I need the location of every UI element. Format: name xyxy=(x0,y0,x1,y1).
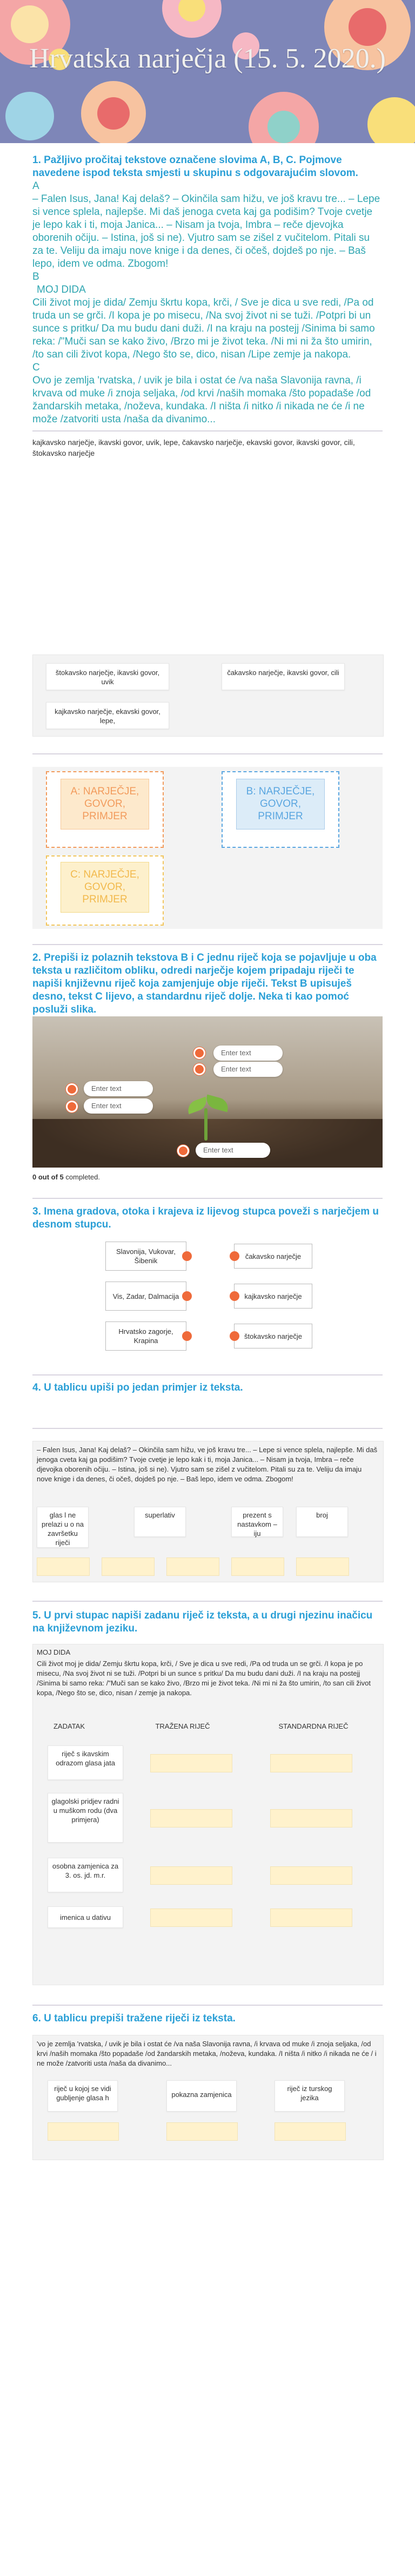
task-5-title: 5. U prvi stupac napiši zadanu riječ iz teksta, a u drugi njezinu inačicu na književnom jeziku. xyxy=(32,1610,373,1634)
table-header: glas l ne prelazi u o na završetku riječi xyxy=(37,1507,89,1548)
table-header: riječ u kojoj se vidi gubljenje glasa h xyxy=(48,2080,118,2112)
task-row-label: riječ s ikavskim odrazom glasa jata xyxy=(48,1745,123,1780)
bin-b[interactable] xyxy=(222,771,339,848)
task-2 xyxy=(32,952,383,1016)
task-5 xyxy=(32,1609,383,1635)
table-header: riječ iz turskog jezika xyxy=(275,2080,345,2112)
task-row-label: imenica u dativu xyxy=(48,1906,123,1928)
match-left-1[interactable]: Slavonija, Vukovar, Šibenik xyxy=(105,1242,186,1271)
task-5-text: Cili život moj je dida/ Zemju škrtu kopa, krči, / Sve je dica u sve redi, /Pa od truda un se grči. /I kopa je po misecu, /Na svoj život ni se tuži. /Potpri bi un sunce s pritku/ Da mu budu dani duži. /I na kraju na postejj /Sinima bi samo reka: /"Muči san se kako živo, /Brzo mi je život teka. /Ni mi ni ža što umirin, /to san cili život kopa, /Nego što se, dico, nisan / zemje ja nakopa. xyxy=(37,1660,371,1697)
table-header: ZADATAK xyxy=(53,1722,85,1730)
drop-zone[interactable] xyxy=(270,1866,352,1885)
drop-zone[interactable] xyxy=(48,2122,119,2141)
divider xyxy=(32,1601,383,1602)
match-handle[interactable] xyxy=(182,1251,192,1261)
match-left-3[interactable]: Hrvatsko zagorje, Krapina xyxy=(105,1321,186,1351)
text-a: – Falen Isus, Jana! Kaj delaš? – Okinčila sam hižu, ve još kravu tre... – Lepe si vence splela, najlepše. Mi daš jenoga cveta kaj ga podišim? Tvoje cvetje je lepo kak i ti, moja Janica... – Nisam ja tvoja, Imbra – reče djevojka oborenih očiju. – Istina, još si ne). Vjutro sam se zišel z vučitelom. Pitali su za te. Veliju da imaju nove knige i da denes, či očeš, dojdeš po nje. – Baš lepo, idem ve odma. Zbogom! xyxy=(32,193,380,269)
table-header: superlativ xyxy=(134,1507,186,1537)
match-right-2[interactable]: kajkavsko narječje xyxy=(234,1284,312,1309)
decor-circle xyxy=(367,97,415,143)
hotspot-dot[interactable] xyxy=(193,1063,205,1075)
drop-zone[interactable] xyxy=(37,1557,90,1576)
divider xyxy=(32,753,383,754)
text-c-input-2[interactable]: Enter text xyxy=(84,1098,153,1114)
task-2-title: 2. Prepiši iz polaznih tekstova B i C jednu riječ koja se pojavljuje u oba teksta u različitom obliku, odredi narječje kojem pripadaju riječi te napiši književnu riječ koja zamjenjuje obje riječi. Tekst B upisuješ desno, tekst C lijevo, a standardnu riječ dolje. Neka ti kao pomoć posluži slika. xyxy=(32,952,377,1015)
table-header: prezent s nastavkom – iju xyxy=(231,1507,283,1537)
drop-zone[interactable] xyxy=(275,2122,346,2141)
task-4-text: – Falen Isus, Jana! Kaj delaš? – Okinčila sam hižu, ve još kravu tre... – Lepe si vence splela, najlepše. Mi daš jenoga cveta kaj ga podišim? Tvoje cvetje je lepo kak i ti, moja Janica... – Nisam ja tvoja, Imbra – reče djevojka oborenih očiju. – Istina, još si ne). Vjutro sam se zišel z vučitelom. Pitali su za te. Veliju da imaju nove knige i da denes, či očeš, dojdeš po nje. – Baš lepo, idem ve odma. Zbogom! xyxy=(37,1446,378,1483)
text-c-input-1[interactable]: Enter text xyxy=(84,1081,153,1096)
table-header: TRAŽENA RIJEČ xyxy=(155,1722,210,1730)
drop-zone[interactable] xyxy=(102,1557,155,1576)
task-6-text: 'vo je zemlja 'rvatska, / uvik je bila i ostat će /va naša Slavonija ravna, /i krvava od muke /i znoja seljaka, /od krvi /naših momaka /što popadaše /od žandarskih metaka, /noževa, kundaka. /I ništa /i nitko /i nikada ne će / i ne može /zatvoriti usta /naša da divanimo... xyxy=(37,2040,377,2067)
drop-zone[interactable] xyxy=(150,1866,232,1885)
decor-circle xyxy=(349,8,386,46)
drop-zone[interactable] xyxy=(150,1754,232,1772)
drop-zone[interactable] xyxy=(270,1809,352,1828)
drop-zone[interactable] xyxy=(166,2122,238,2141)
header-banner xyxy=(0,0,415,143)
terms-line: kajkavsko narječje, ikavski govor, uvik, lepe, čakavsko narječje, ekavski govor, ikavski govor, cili, štokavsko narječje xyxy=(32,438,355,457)
bin-a-label: A: NARJEČJE, GOVOR, PRIMJER xyxy=(70,786,139,822)
score-suffix: completed. xyxy=(63,1173,100,1181)
divider xyxy=(32,1428,383,1429)
term-card[interactable]: kajkavsko narječje, ekavski govor, lepe, xyxy=(46,702,169,729)
text-b-input-2[interactable]: Enter text xyxy=(213,1062,283,1077)
label-a: A xyxy=(32,180,39,192)
text-b-input-1[interactable]: Enter text xyxy=(213,1046,283,1061)
decor-circle xyxy=(97,97,130,130)
sprout-leaf xyxy=(204,1095,230,1112)
text-c: Ovo je zemlja 'rvatska, / uvik je bila i ostat će /va naša Slavonija ravna, /i krvava od muke /i znoja seljaka, /od krvi /naših momaka /što popadaše /od žandarskih metaka, /noževa, kundaka. /I ništa /i nitko /i nikada ne će /i ne može /zatvoriti usta /naša da divanimo... xyxy=(32,375,371,425)
table-header: pokazna zamjenica xyxy=(166,2080,237,2112)
hotspot-dot[interactable] xyxy=(66,1083,78,1095)
match-handle[interactable] xyxy=(182,1331,192,1341)
label-c: C xyxy=(32,362,40,373)
drop-zone[interactable] xyxy=(166,1557,219,1576)
task-5-subtitle: MOJ DIDA xyxy=(37,1648,71,1656)
drop-zone[interactable] xyxy=(270,1909,352,1927)
task-1 xyxy=(32,154,383,458)
text-b: Cili život moj je dida/ Zemju škrtu kopa, krči, / Sve je dica u sve redi, /Pa od truda un se grči. /I kopa je po misecu, /Na svoj život ni se tuži. /Potpri bi un sunce s pritku/ Da mu budu dani duži. /I na kraju na postejj /Sinima bi samo reka: /"Muči san se kako živo, /Brzo mi je život teka. /Ni mi ni ža što umirin, /to san cili život kopa, /Nego što se, dico, nisan /Lipe zemje ja nakopa. xyxy=(32,297,375,360)
term-card[interactable]: štokavsko narječje, ikavski govor, uvik xyxy=(46,663,169,690)
task-6 xyxy=(32,2012,383,2025)
drop-zone[interactable] xyxy=(270,1754,352,1772)
divider xyxy=(32,944,383,945)
match-right-1[interactable]: čakavsko narječje xyxy=(234,1244,312,1269)
hotspot-dot[interactable] xyxy=(66,1101,78,1112)
match-handle[interactable] xyxy=(230,1331,239,1341)
task-row-label: osobna zamjenica za 3. os. jd. m.r. xyxy=(48,1858,123,1892)
task-4 xyxy=(32,1381,383,1394)
table-header: broj xyxy=(296,1507,348,1537)
task-3-title: 3. Imena gradova, otoka i krajeva iz lijevog stupca poveži s narječjem u desnom stupcu. xyxy=(32,1206,379,1230)
standard-input[interactable]: Enter text xyxy=(196,1143,270,1158)
task-row-label: glagolski pridjev radni u muškom rodu (dva primjera) xyxy=(48,1793,123,1843)
match-right-3[interactable]: štokavsko narječje xyxy=(234,1324,312,1348)
bin-b-label: B: NARJEČJE, GOVOR, PRIMJER xyxy=(246,786,315,822)
decor-circle xyxy=(5,92,54,140)
divider xyxy=(32,2005,383,2006)
divider xyxy=(32,1198,383,1199)
drop-zone[interactable] xyxy=(231,1557,284,1576)
sprout-stem xyxy=(204,1108,208,1141)
hotspot-dot[interactable] xyxy=(193,1047,205,1059)
match-handle[interactable] xyxy=(230,1251,239,1261)
score-value: 0 out of 5 xyxy=(32,1173,64,1181)
decor-circle xyxy=(267,111,300,143)
task-6-title: 6. U tablicu prepiši tražene riječi iz teksta. xyxy=(32,2013,236,2024)
drop-zone[interactable] xyxy=(150,1909,232,1927)
divider xyxy=(32,430,383,431)
task-3 xyxy=(32,1205,383,1231)
match-handle[interactable] xyxy=(182,1291,192,1301)
match-left-2[interactable]: Vis, Zadar, Dalmacija xyxy=(105,1282,186,1311)
hotspot-dot[interactable] xyxy=(177,1145,189,1157)
label-b: B xyxy=(32,271,39,282)
score-line xyxy=(32,1173,100,1181)
drop-zone[interactable] xyxy=(150,1809,232,1828)
term-card[interactable]: čakavsko narječje, ikavski govor, cili xyxy=(222,663,345,690)
match-handle[interactable] xyxy=(230,1291,239,1301)
decor-circle xyxy=(11,5,49,43)
task-1-title: 1. Pažljivo pročitaj tekstove označene slovima A, B, C. Pojmove navedene ispod teksta smjesti u skupinu s odgovarajućim slovom. xyxy=(32,154,358,179)
bin-a[interactable] xyxy=(46,771,164,848)
text-b-title: MOJ DIDA xyxy=(37,284,86,295)
bin-c-label: C: NARJEČJE, GOVOR, PRIMJER xyxy=(70,869,139,905)
bin-c[interactable] xyxy=(46,855,164,926)
drop-zone[interactable] xyxy=(296,1557,349,1576)
task-4-title: 4. U tablicu upiši po jedan primjer iz teksta. xyxy=(32,1382,243,1393)
divider xyxy=(32,1374,383,1375)
table-header: STANDARDNA RIJEČ xyxy=(278,1722,349,1730)
page-title: Hrvatska narječja (15. 5. 2020.) xyxy=(29,43,386,74)
